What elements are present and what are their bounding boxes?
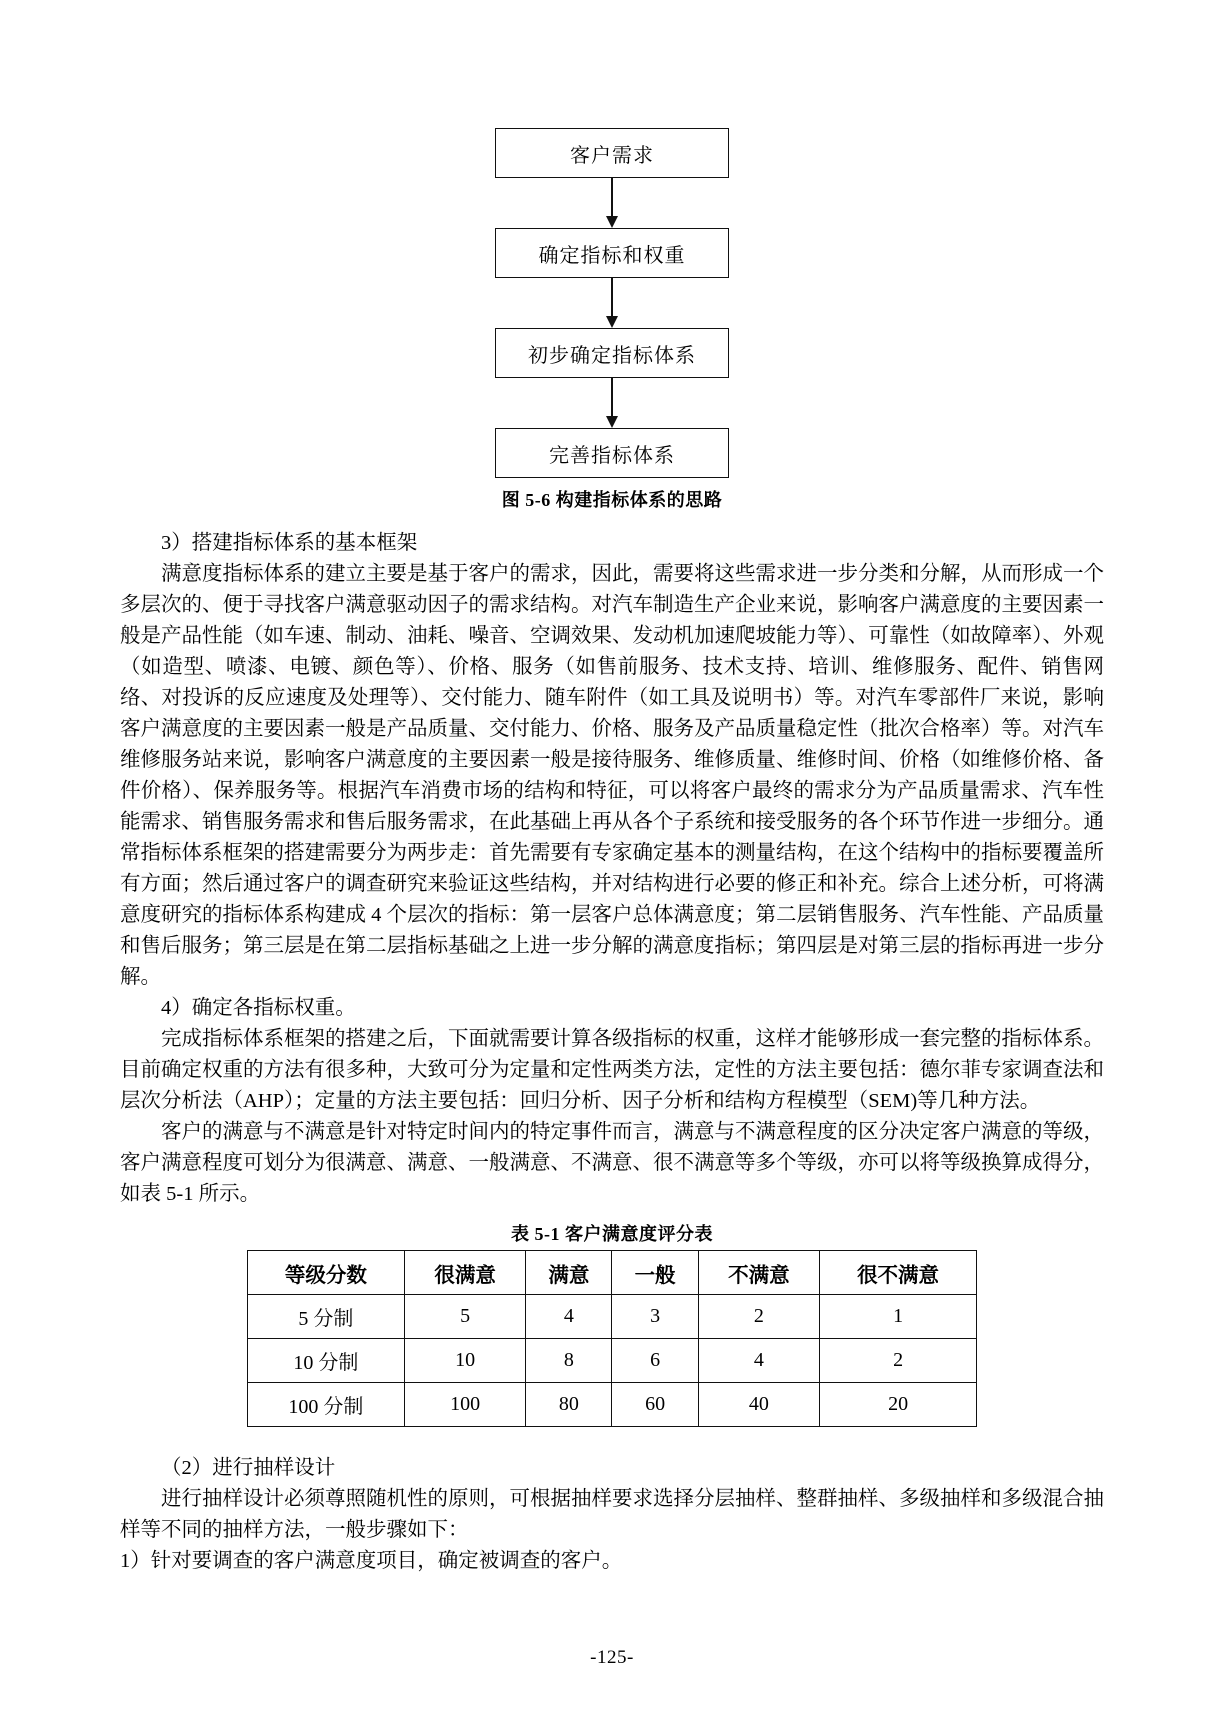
table-cell: 60	[612, 1383, 698, 1427]
table-cell: 1	[820, 1295, 977, 1339]
table-caption: 表 5-1 客户满意度评分表	[511, 1224, 713, 1244]
flow-box-label: 初步确定指标体系	[528, 344, 696, 367]
flowchart	[120, 128, 1104, 478]
flow-box-preliminary-system	[495, 328, 729, 378]
table-row	[248, 1383, 977, 1427]
heading-3: 3）搭建指标体系的基本框架	[161, 532, 418, 554]
table-cell: 3	[612, 1295, 698, 1339]
table-row-label: 100 分制	[248, 1383, 405, 1427]
page-number: -125-	[590, 1647, 634, 1668]
table-header-cell: 很满意	[404, 1251, 526, 1295]
table-cell: 6	[612, 1339, 698, 1383]
table-cell: 20	[820, 1383, 977, 1427]
body-text	[120, 528, 1104, 1210]
satisfaction-score-table	[247, 1250, 977, 1427]
table-cell: 4	[526, 1295, 612, 1339]
table-row-label: 5 分制	[248, 1295, 405, 1339]
table-cell: 5	[404, 1295, 526, 1339]
table-cell: 2	[820, 1339, 977, 1383]
table-header-cell: 等级分数	[248, 1251, 405, 1295]
heading-5: （2）进行抽样设计	[161, 1457, 336, 1479]
table-cell: 40	[698, 1383, 820, 1427]
table-cell: 100	[404, 1383, 526, 1427]
table-row	[248, 1339, 977, 1383]
table-cell: 4	[698, 1339, 820, 1383]
figure-caption: 图 5-6 构建指标体系的思路	[501, 490, 723, 510]
arrow-down-icon	[606, 278, 618, 328]
paragraph-3: 客户的满意与不满意是针对特定时间内的特定事件而言，满意与不满意程度的区分决定客户满意的等级，客户满意程度可划分为很满意、满意、一般满意、不满意、很不满意等多个等级，亦可以将等级换算成得分，如表 5-1 所示。	[120, 1121, 1104, 1205]
flow-box-label: 完善指标体系	[549, 444, 675, 467]
table-header-row	[248, 1251, 977, 1295]
table-cell: 80	[526, 1383, 612, 1427]
table-header-cell: 很不满意	[820, 1251, 977, 1295]
paragraph-2: 完成指标体系框架的搭建之后，下面就需要计算各级指标的权重，这样才能够形成一套完整的指标体系。目前确定权重的方法有很多种，大致可分为定量和定性两类方法，定性的方法主要包括：德尔菲专家调查法和层次分析法（AHP）；定量的方法主要包括：回归分析、因子分析和结构方程模型（SEM)等几种方法。	[120, 1028, 1104, 1112]
flow-box-label: 确定指标和权重	[538, 244, 686, 267]
paragraph-5: 1）针对要调查的客户满意度项目，确定被调查的客户。	[120, 1550, 623, 1572]
paragraph-1: 满意度指标体系的建立主要是基于客户的需求，因此，需要将这些需求进一步分类和分解，从而形成一个多层次的、便于寻找客户满意驱动因子的需求结构。对汽车制造生产企业来说，影响客户满意度的主要因素一般是产品性能（如车速、制动、油耗、噪音、空调效果、发动机加速爬坡能力等）、可靠性（如故障率）、外观（如造型、喷漆、电镀、颜色等）、价格、服务（如售前服务、技术支持、培训、维修服务、配件、销售网络、对投诉的反应速度及处理等）、交付能力、随车附件（如工具及说明书）等。对汽车零部件厂来说，影响客户满意度的主要因素一般是产品质量、交付能力、价格、服务及产品质量稳定性（批次合格率）等。对汽车维修服务站来说，影响客户满意度的主要因素一般是接待服务、维修质量、维修时间、价格（如维修价格、备件价格）、保养服务等。根据汽车消费市场的结构和特征，可以将客户最终的需求分为产品质量需求、汽车性能需求、销售服务需求和售后服务需求，在此基础上再从各个子系统和接受服务的各个环节作进一步细分。通常指标体系框架的搭建需要分为两步走：首先需要有专家确定基本的测量结构，在这个结构中的指标要覆盖所有方面；然后通过客户的调查研究来验证这些结构，并对结构进行必要的修正和补充。综合上述分析，可将满意度研究的指标体系构建成 4 个层次的指标：第一层客户总体满意度；第二层销售服务、汽车性能、产品质量和售后服务；第三层是在第二层指标基础之上进一步分解的满意度指标；第四层是对第三层的指标再进一步分解。	[120, 563, 1104, 988]
table-row-label: 10 分制	[248, 1339, 405, 1383]
flow-box-label: 客户需求	[570, 144, 654, 167]
table-cell: 8	[526, 1339, 612, 1383]
table-cell: 2	[698, 1295, 820, 1339]
paragraph-4: 进行抽样设计必须尊照随机性的原则，可根据抽样要求选择分层抽样、整群抽样、多级抽样和多级混合抽样等不同的抽样方法，一般步骤如下：	[120, 1488, 1104, 1541]
arrow-down-icon	[606, 178, 618, 228]
table-cell: 10	[404, 1339, 526, 1383]
body-text-after-table	[120, 1453, 1104, 1577]
arrow-down-icon	[606, 378, 618, 428]
table-header-cell: 满意	[526, 1251, 612, 1295]
table-header-cell: 不满意	[698, 1251, 820, 1295]
flow-box-determine-index-weight	[495, 228, 729, 278]
flow-box-improve-system	[495, 428, 729, 478]
heading-4: 4）确定各指标权重。	[161, 997, 356, 1019]
table-row	[248, 1295, 977, 1339]
table-header-cell: 一般	[612, 1251, 698, 1295]
flow-box-customer-demand	[495, 128, 729, 178]
